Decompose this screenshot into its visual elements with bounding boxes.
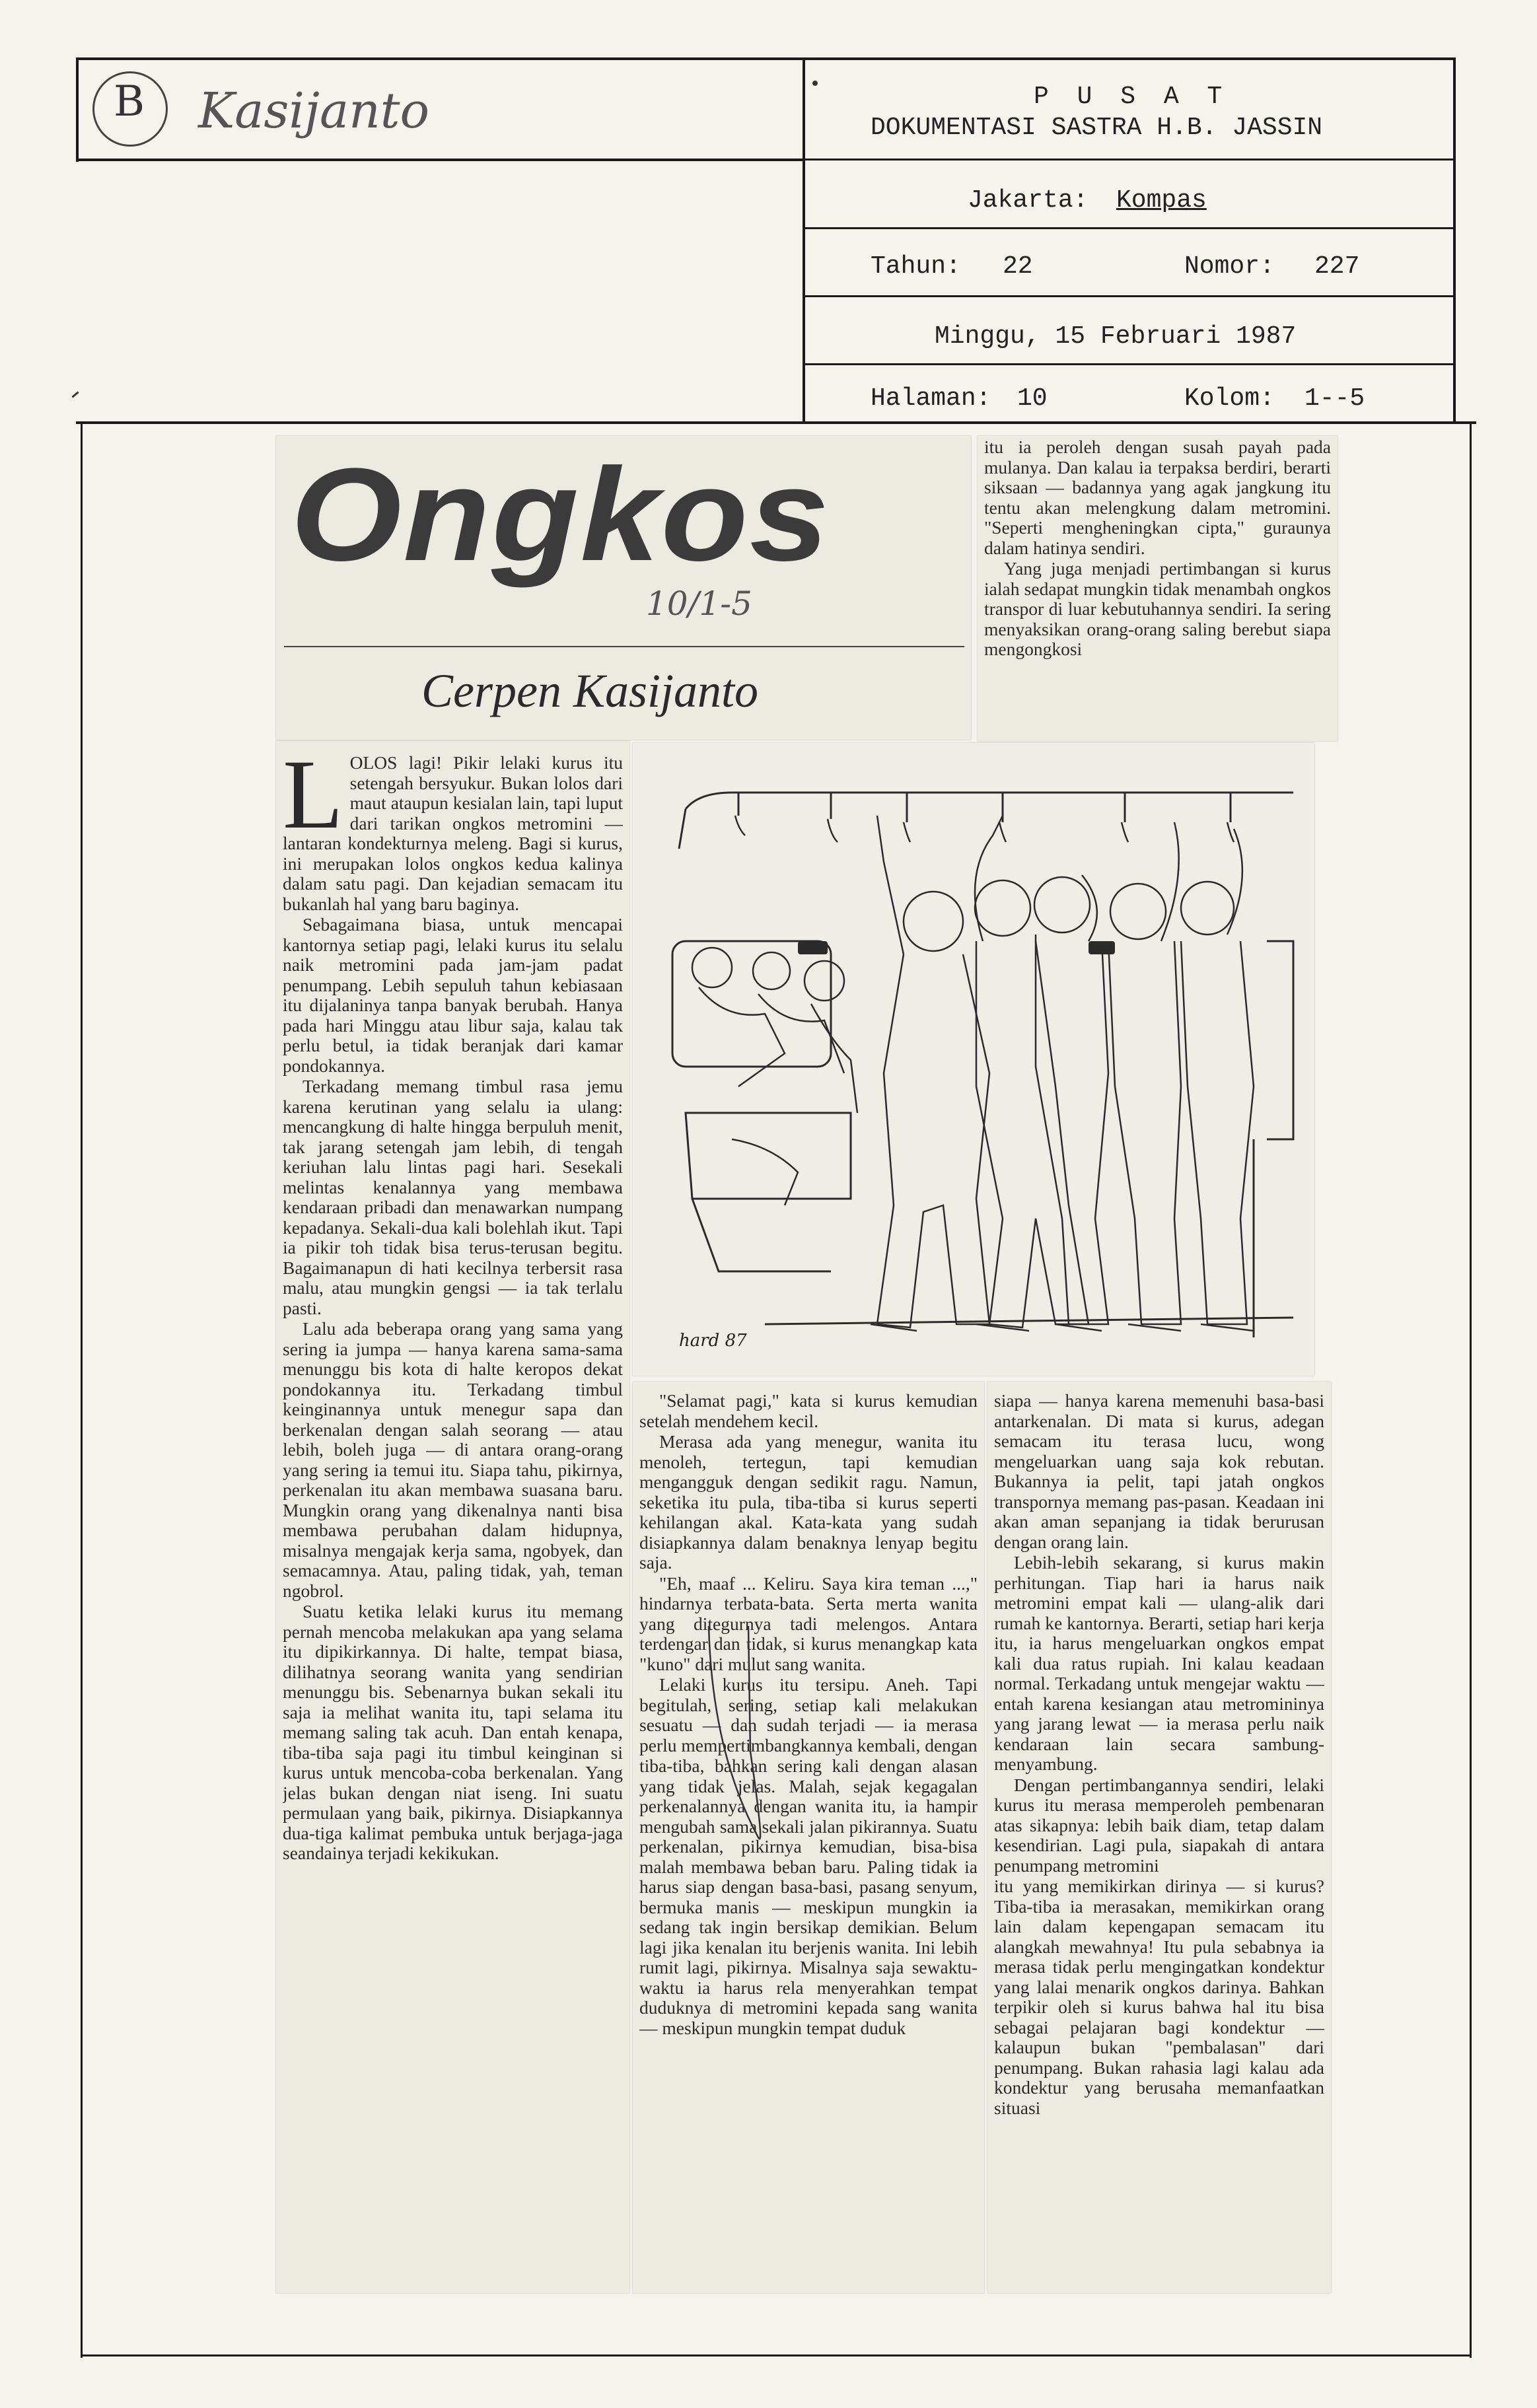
title-rule	[284, 646, 964, 647]
seat-back	[686, 1113, 851, 1199]
paragraph: Yang juga menjadi pertimbangan si kurus ialah sedapat mungkin tidak menambah ongkos transpor di luar kebutuhannya sendiri. Ia sering menyaksikan orang-orang saling berebut siapa mengongkosi	[984, 558, 1331, 659]
top-right-clipping	[978, 436, 1338, 741]
issue-date: Minggu, 15 Februari 1987	[935, 322, 1297, 351]
paragraph: itu ia peroleh dengan susah payah pada mulanya. Dan kalau ia terpaksa berdiri, berarti siksaan — badannya yang agak jangkung itu tentu akan melengkung dalam metromini. "Seperti mengheningkan cipta," guraunya dalam hatinya sendiri.	[984, 437, 1331, 558]
paragraph: "Selamat pagi," kata si kurus kemudian setelah mendehem kecil.	[639, 1391, 978, 1431]
margin-mark	[71, 391, 79, 398]
article-byline: Cerpen Kasijanto	[421, 664, 759, 717]
city-label: Jakarta:	[968, 186, 1089, 215]
paragraph: LOLOS lagi! Pikir lelaki kurus itu setengah bersyukur. Bukan lolos dari maut ataupun kesialan lain, tapi luput dari tarikan ongkos metromini — lantaran kondekturnya meleng. Bagi si kurus, ini merupakan lolos ongkos kedua kalinya dalam satu pagi. Dan kejadian semacam itu bukanlah hal yang baru baginya.	[283, 753, 623, 914]
paragraph: Terkadang memang timbul rasa jemu karena kerutinan yang selalu ia ulang: mencangkung di halte hingga berpuluh menit, tak jarang setengah jam lebih, di tengah keriuhan lalu lintas pagi hari. Sesekali melintas kenalannya yang membawa kendaraan pribadi dan menawarkan numpang kepadanya. Sekali-dua kali bolehlah ikut. Tapi ia pikir toh tidak bisa terus-terusan begitu. Bagaimanapun di hati kecilnya terbersit rasa malu, atau mungkin gengsi — ia tak terlalu pasti.	[283, 1076, 623, 1318]
middle-column-clipping	[633, 1382, 984, 2293]
drop-cap: L	[283, 753, 343, 849]
number-label: Nomor:	[1184, 252, 1275, 281]
paragraph: Lelaki kurus itu tersipu. Aneh. Tapi begitulah, sering, setiap kali melakukan sesuatu — dan sudah terjadi — ia merasa perlu mempertimbangkannya kembali, dengan	[639, 1674, 978, 1755]
handwritten-author: Kasijanto	[198, 83, 430, 139]
header-divider-rule	[803, 57, 805, 424]
paragraph: Suatu ketika lelaki kurus itu memang pernah mencoba melakukan apa yang selama itu dipikirkannya. Di halte, tempat biasa, dilihatnya seorang wanita yang sendirian menunggu bis. Sebenarnya bukan sekali itu saja ia melihat wanita itu, tapi selama itu memang saling tak acuh. Dan entah kenapa, tiba-tiba saja pagi itu timbul keinginan si kurus untuk mencoba-coba berkenalan. Yang jelas bukan dengan niat iseng. Ini suatu permulaan yang baik, pikirnya. Disiapkannya dua-tiga kalimat pembuka untuk berjaga-jaga seandainya terjadi kekikukan.	[283, 1601, 623, 1863]
header-row-rule-4	[803, 363, 1455, 365]
header-bottom-rule	[76, 421, 1476, 424]
publication-name: Kompas	[1116, 186, 1207, 215]
passengers-group	[692, 816, 1254, 1331]
paragraph: siapa — hanya karena memenuhi basa-basi antarkenalan. Di mata si kurus, adegan semacam itu terasa lucu, wong mengeluarkan uang saja kok rebutan. Bukannya ia pelit, tapi jatah ongkos transpornya memang pas-pasan. Keadaan ini akan aman sepanjang ia tidak berurusan dengan orang lain.	[994, 1391, 1324, 1552]
header-dot	[812, 81, 818, 86]
column-1-clipping	[276, 741, 629, 2293]
paragraph: Lebih-lebih sekarang, si kurus makin perhitungan. Tiap hari ia harus naik metromini empat kali — ulang-alik dari rumah ke kantornya. Berarti, setiap hari kerja itu, ia harus mengeluarkan ongkos empat kali dua ratus rupiah. Ini kalau keadaan normal. Terkadang untuk mengejar waktu — entah karena kesiangan atau metromininya yang jarang lewat — ia merasa perlu naik kendaraan lain secara sambung-menyambung.	[994, 1552, 1324, 1774]
pen-mark	[633, 1382, 984, 2293]
paragraph: Sebagaimana biasa, untuk mencapai kantornya setiap pagi, lelaki kurus itu selalu naik metromini pada jam-jam padat penumpang. Lebih sepuluh tahun kebiasaan itu dijalaninya tanpa banyak berubah. Hanya pada hari Minggu atau libur saja, kalau tak perlu betul, ia tidak beranjak dari kamar pondokannya.	[283, 914, 623, 1076]
paragraph: "Eh, maaf ... Keliru. Saya kira teman ...," hindarnya terbata-bata. Serta merta wanita yang ditegurnya tadi melengos. Antara terdengar dan tidak, si kurus menangkap kata "kuno" dari mulut sang wanita.	[639, 1573, 978, 1674]
article-title: Ongkos	[291, 441, 831, 588]
org-line-2: DOKUMENTASI SASTRA H.B. JASSIN	[871, 114, 1323, 142]
illustration-clipping	[633, 743, 1314, 1376]
right-column-clipping	[987, 1382, 1331, 2293]
header-row-rule-2	[803, 227, 1455, 229]
year-value: 22	[1003, 252, 1033, 281]
column-label: Kolom:	[1184, 384, 1275, 413]
ceiling-rail	[686, 793, 1293, 809]
window-frame	[672, 941, 831, 1067]
paragraph: itu yang memikirkan dirinya — si kurus? Tiba-tiba ia merasakan, memikirkan orang lain dalam kepengapan semacam itu alangkah mewahnya! Itu pula sebabnya ia merasa tidak perlu mengingatkan kondektur yang lalai menarik ongkos darinya. Bahkan terpikir oleh si kurus bahwa hal itu bisa sebagai pelajaran bagi kondektur — kalaupun bukan "pembalasan" dari penumpang. Bukan rahasia lagi kalau ada kondektur yang berusaha memanfaatkan situasi	[994, 1876, 1324, 2118]
initial-letter: B	[114, 77, 145, 126]
col-top-right-text	[984, 437, 1331, 738]
paragraph: Dengan pertimbangannya sendiri, lelaki kurus itu merasa memperoleh pembenaran atas sikapnya: lebih baik diam, tetap dalam kesendirian. Lagi pula, siapakah di antara penumpang metromini	[994, 1774, 1324, 1876]
paragraph: Lalu ada beberapa orang yang sama yang sering ia jumpa — hanya karena sama-sama menunggu bis kota di halte keropos dekat pondokannya itu. Terkadang timbul keinginannya untuk menegur sapa dan berkenalan dengan salah seorang — atau lebih, boleh juga — di antara orang-orang yang sering ia temui itu. Siapa tahu, pikirnya, perkenalan itu akan membawa suasana baru. Mungkin orang yang dikenalnya nanti bisa membawa perubahan dalam hidupnya, misalnya mengajak kerja sama, ngobyek, dan semacamnya. Atau, paling tidak, yah, teman ngobrol.	[283, 1318, 623, 1601]
title-clipping	[276, 436, 971, 740]
header-top-rule	[76, 57, 1455, 60]
header-left-rule	[76, 57, 79, 162]
bus-illustration	[633, 743, 1314, 1376]
number-value: 227	[1314, 252, 1360, 281]
page-value: 10	[1017, 384, 1048, 413]
frame-bottom-rule	[81, 2355, 1472, 2356]
header-row-rule-3	[803, 295, 1455, 297]
col-1-text	[283, 753, 623, 2285]
header-left-bottom-rule	[76, 159, 804, 161]
page-label: Halaman:	[871, 384, 991, 413]
header-row-rule-1	[803, 159, 1455, 160]
paragraph: Merasa ada yang menegur, wanita itu menoleh, tertegun, tapi kemudian mengangguk dengan sedikit ragu. Namun, seketika itu pula, tiba-tiba si kurus seperti kehilangan akal. Kata-kata yang sudah disiapkannya dalam benaknya lenyap begitu saja.	[639, 1431, 978, 1573]
column-value: 1--5	[1305, 384, 1365, 413]
org-line-1: P U S A T	[1034, 83, 1229, 111]
header-right-rule	[1453, 57, 1456, 424]
frame-left-rule	[81, 423, 83, 2358]
col-right-text	[994, 1391, 1324, 2289]
illustration-signature: hard 87	[679, 1331, 747, 1351]
handwritten-note: 10/1-5	[646, 584, 752, 623]
frame-right-rule	[1470, 423, 1472, 2358]
paragraph: tiba-tiba, bahkan sering kali dengan alasan yang tidak jelas. Malah, sejak kegagalan perkenalannya dengan wanita itu, ia hampir mengubah sama sekali jalan pikirannya. Suatu perkenalan, pikirnya kemudian, bisa-bisa malah membawa beban baru. Paling tidak ia harus siap dengan basa-basi, pasang senyum, bermuka manis — meskipun mungkin ia sedang tak ingin bersikap demikian. Belum lagi jika kenalan itu berjenis wanita. Ini lebih rumit lagi, pikirnya. Misalnya saja sewaktu-waktu ia harus rela menyerahkan tempat duduknya di metromini kepada sang wanita — meskipun mungkin tempat duduk	[639, 1755, 978, 2038]
year-label: Tahun:	[871, 252, 961, 281]
